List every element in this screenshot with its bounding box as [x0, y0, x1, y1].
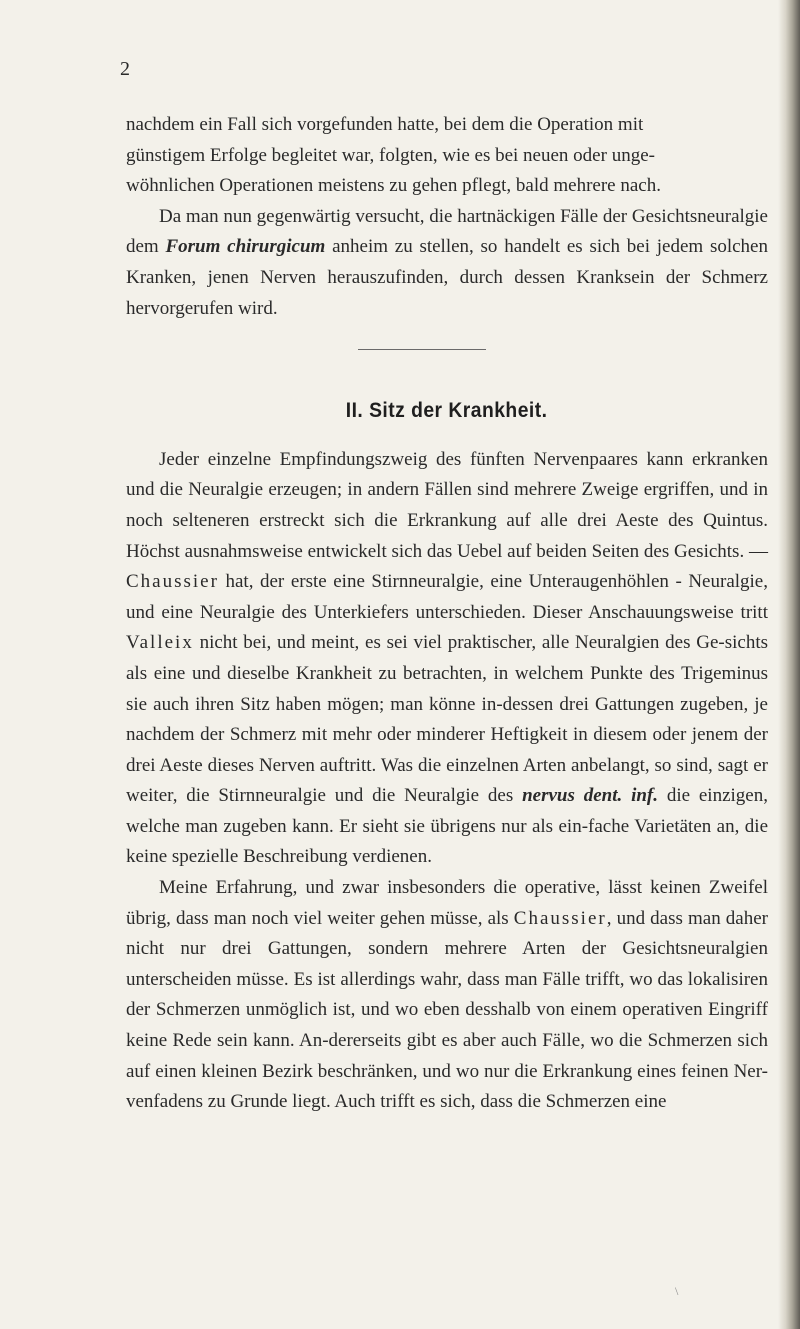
paragraph-forum-text-1: Da man nun gegenwärtig versucht, die hartnäckigen Fälle der Gesichtsneuralgie dem [126, 205, 768, 258]
author-chaussier: Chaussier [126, 571, 219, 593]
intro-line-1: nachdem ein Fall sich vorgefunden hatte, bei dem die Operation mit [126, 114, 644, 135]
paragraph-forum-text-2: anheim zu stellen, so handelt es sich bei jedem solchen Kranken, jenen Nerven herauszufinden, durch dessen Kranksein der Schmerz hervorgerufen wird. [126, 236, 768, 319]
paragraph-sitz [126, 445, 768, 873]
author-chaussier-2: Chaussier [513, 907, 607, 929]
paragraph-sitz-text-1: Jeder einzelne Empfindungszweig des fünften Nervenpaares kann erkranken und die Neuralgie erzeugen; in andern Fällen sind mehrere Zweige ergriffen, und in noch selteneren erstreckt sich die Erkrankung auf alle drei Aeste des Quintus. Höchst ausnahmsweise entwickelt sich das Uebel auf beiden Seiten des Gesichts. — [126, 448, 768, 562]
paragraph-sitz-text-3: nicht bei, und meint, es sei viel praktischer, alle Neuralgien des Ge-sichts als eine und dieselbe Krankheit zu betrachten, in welchem Punkte des Trigeminus sie auch ihren Sitz haben mögen; man könne in-dessen drei Gattungen zugeben, je nachdem der Schmerz mit mehr oder minderer Heftigkeit in diesem oder jenem der drei Aeste dieses Nerven auftritt. Was die einzelnen Arten anbelangt, so sind, sagt er weiter, die Stirnneuralgie und die Neuralgie des [126, 632, 768, 807]
intro-line-3: wöhnlichen Operationen meistens zu gehen pflegt, bald mehrere nach. [126, 175, 661, 197]
section-heading [126, 396, 768, 427]
section-divider [358, 349, 486, 350]
paragraph-sitz-text-4: die einzigen, welche man zugeben kann. Er sieht sie übrigens nur als ein-fache Varietäten an, die keine spezielle Beschreibung verdienen. [126, 785, 768, 868]
paragraph-forum [126, 202, 768, 324]
paragraph-erfahrung-text-2: , und dass man daher nicht nur drei Gattungen, sondern mehrere Arten der Gesichtsneuralgien unterscheiden müsse. Es ist allerdings wahr, dass man Fälle trifft, wo das lokalisiren der Schmerzen unmöglich ist, und wo eben desshalb von einem operativen Eingriff keine Rede sein kann. An-dererseits gibt es aber auch Fälle, wo die Schmerzen sich auf einen kleinen Bezirk beschränken, und wo nur die Erkrankung eines feinen Ner-venfadens zu Grunde liegt. Auch trifft es sich, dass die Schmerzen eine [126, 907, 768, 1113]
section-heading-text: II. Sitz der Krankheit. [346, 399, 548, 423]
nervus-term: nervus dent. inf. [522, 785, 658, 807]
paragraph-sitz-text-2: hat, der erste eine Stirnneuralgie, eine Unteraugenhöhlen - Neuralgie, und eine Neuralgie des Unterkiefers unterschieden. Dieser Anschauungsweise tritt [126, 571, 768, 623]
intro-paragraph [126, 110, 768, 202]
page-edge-shadow [778, 0, 800, 1329]
intro-line-2: günstigem Erfolge begleitet war, folgten, wie es bei neuen oder unge- [126, 144, 655, 166]
paragraph-erfahrung-text-1: Meine Erfahrung, und zwar insbesonders die operative, lässt keinen Zweifel übrig, dass man noch viel weiter gehen müsse, als [126, 877, 768, 929]
author-valleix: Valleix [126, 632, 194, 654]
paragraph-erfahrung [126, 873, 768, 1118]
stray-mark: \ [675, 1284, 679, 1298]
page-number: 2 [120, 58, 130, 80]
forum-chirurgicum-term: Forum chirurgicum [165, 236, 326, 258]
text-body [126, 110, 768, 1118]
